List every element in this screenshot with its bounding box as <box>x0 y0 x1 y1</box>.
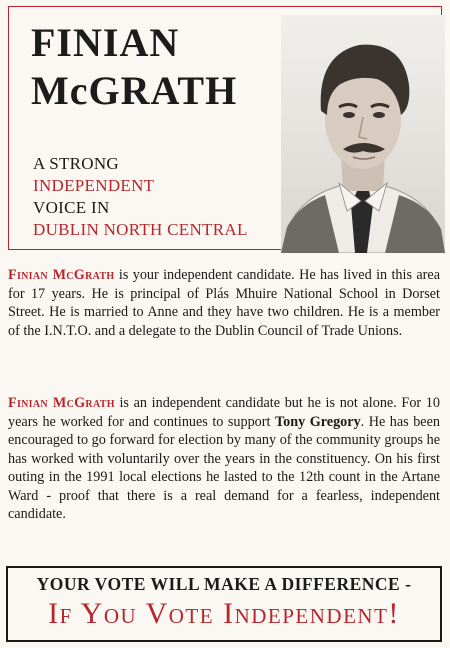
slogan-line-1: YOUR VOTE WILL MAKE A DIFFERENCE - <box>36 574 412 594</box>
candidate-photo <box>281 15 445 253</box>
tagline-line-4: DUBLIN NORTH CENTRAL <box>33 220 248 239</box>
header-box <box>8 6 442 250</box>
paragraph-bio-text: is your independent candidate. He has lived in this area for 17 years. He is principal of Plás Mhuire National School in Dorset Street. He is married to Anne and they have two children. He is a member of the I.N.T.O. and a delegate to the Dublin Council of Trade Unions. <box>8 267 440 339</box>
candidate-last-name: McGRATH <box>31 68 238 113</box>
paragraph-support-text-a: is an independent candidate but he is not alone. For 10 years he worked for and continues to support <box>8 395 440 430</box>
tagline-line-3: VOICE IN <box>33 198 110 217</box>
supporter-name: Tony Gregory <box>274 413 361 430</box>
paragraph-support-text-b: . He has been encouraged to go forward for election by many of the community groups he has worked with voluntarily over the years in the constituency. On his first outing in the 1991 local elections he lasted to the 12th count in the Artane Ward - proof that there is a real demand for a fearless, independent candidate. <box>8 413 440 522</box>
tagline <box>33 153 248 241</box>
candidate-name-lead: Finian McGrath <box>8 267 115 283</box>
tagline-line-2: INDEPENDENT <box>33 176 155 195</box>
candidate-name <box>31 19 237 115</box>
candidate-first-name: FINIAN <box>31 20 180 65</box>
paragraph-bio <box>8 266 440 340</box>
paragraph-support <box>8 394 440 524</box>
portrait-illustration <box>281 15 445 253</box>
tagline-line-1: A STRONG <box>33 154 119 173</box>
candidate-name-lead: Finian McGrath <box>8 395 115 411</box>
slogan-box <box>6 566 442 642</box>
slogan-line-2: If You Vote Independent! <box>48 597 400 630</box>
